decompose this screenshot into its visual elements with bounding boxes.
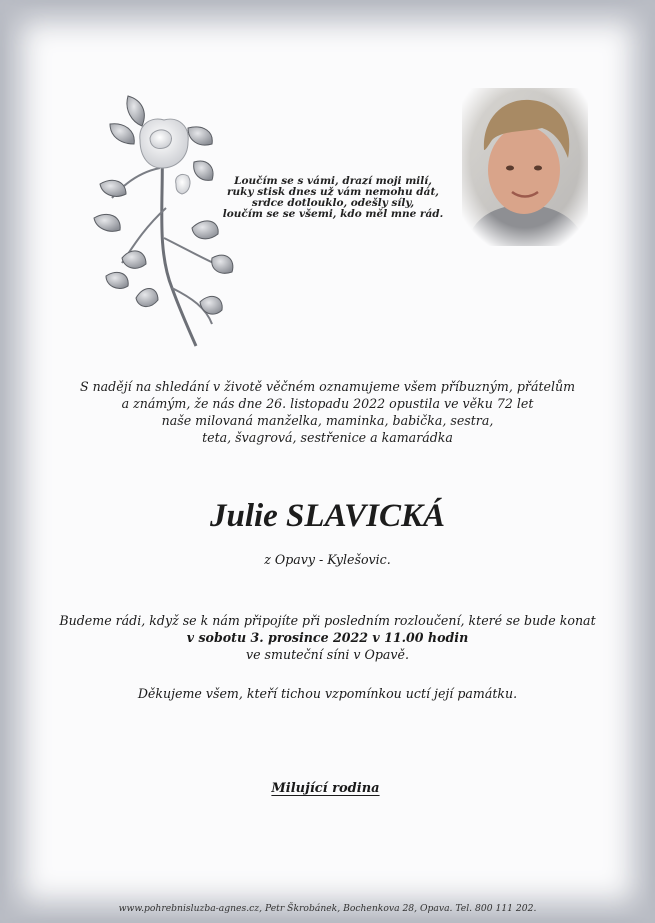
memorial-poem <box>222 176 444 220</box>
poem-line: loučím se se všemi, kdo měl mne rád. <box>222 208 444 220</box>
thanks-line: Děkujeme všem, kteří tichou vzpomínkou uctí její památku. <box>137 686 518 701</box>
funeral-datetime: v sobotu 3. prosince 2022 v 11.00 hodin <box>186 630 469 645</box>
funeral-details <box>50 612 605 663</box>
poem-line: Loučím se s vámi, drazí moji milí, <box>234 175 432 187</box>
funeral-intro: Budeme rádi, když se k nám připojíte při posledním rozloučení, které se bude konat <box>59 613 596 628</box>
announcement-line: S nadějí na shledání v životě věčném oznamujeme všem příbuzným, přátelům <box>79 379 576 394</box>
deceased-origin: z Opavy - Kylešovic. <box>264 552 391 567</box>
announcement-line: a známým, že nás dne 26. listopadu 2022 opustila ve věku 72 let <box>121 396 534 411</box>
announcement-line: naše milovaná manželka, maminka, babička, sestra, <box>161 413 494 428</box>
footer-contact: www.pohrebnisluzba-agnes.cz, Petr Škrobánek, Bochenkova 28, Opava. Tel. 800 111 202. <box>118 903 537 914</box>
announcement-line: teta, švagrová, sestřenice a kamarádka <box>202 430 453 445</box>
portrait-photo <box>462 88 588 246</box>
poem-line: ruky stisk dnes už vám nemohu dát, <box>227 186 439 198</box>
family-signature: Milující rodina <box>271 781 380 796</box>
funeral-place: ve smuteční síni v Opavě. <box>245 647 409 662</box>
death-announcement <box>60 378 595 446</box>
signature-block <box>60 780 595 797</box>
poem-line: srdce dotlouklo, odešly síly, <box>251 197 415 209</box>
deceased-name: Julie SLAVICKÁ <box>209 498 446 534</box>
rose-illustration <box>92 88 238 350</box>
